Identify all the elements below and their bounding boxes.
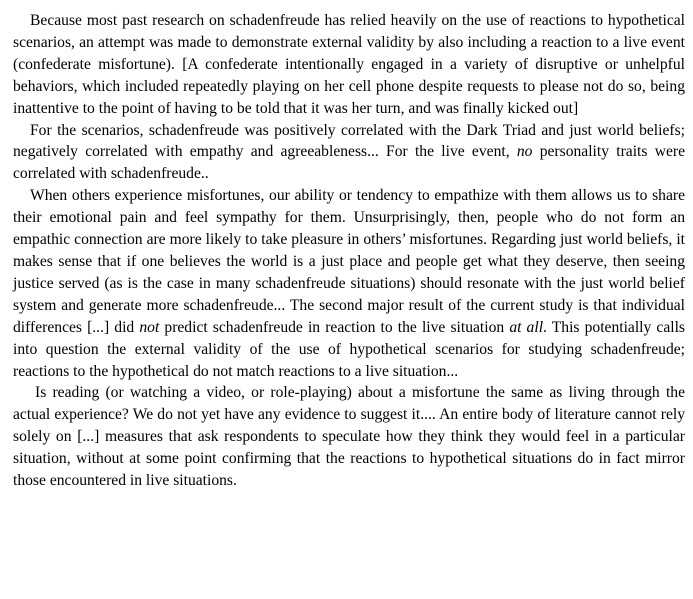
paragraph-1-text: Because most past research on schadenfreude has relied heavily on the use of reactions to hypothetical scenarios, an attempt was made to demonstrate external validity by also including a reaction to a live event (confederate misfortune). [A confederate intentionally engaged in a variety of disruptive or unhelpful behaviors, which included repeatedly playing on her cell phone despite requests to please not do so, being inattentive to the point of having to be told that it was her turn, and was finally kicked out] [13,12,685,117]
emphasis-not: not [139,318,160,336]
emphasis-no: no [516,143,533,161]
paragraph-1 [13,10,685,120]
paragraph-3-text-b: predict schadenfreude in reaction to the live situation [159,318,510,336]
paragraph-4 [13,382,685,492]
paragraph-4-text: Is reading (or watching a video, or role-playing) about a misfortune the same as living through the actual experience? We do not yet have any evidence to suggest it.... An entire body of literature cannot rely solely on [...] measures that ask respondents to speculate how they think they would feel in a particular situation, without at some point confirming that the reactions to hypothetical situations do in fact mirror those encountered in live situations. [13,384,685,490]
paragraph-3-text-a: When others experience misfortunes, our ability or tendency to empathize with them allows us to share their emotional pain and feel sympathy for them. Unsurprisingly, then, people who do not form an empathic connection are more likely to take pleasure in others’ misfortunes. Regarding just world beliefs, it makes sense that if one believes the world is a just place and people get what they deserve, then seeing justice served (as is the case in many schadenfreude situations) should resonate with the just world belief system and generate more schadenfreude... The second major result of the current study is that individual differences [...] did [13,187,685,336]
paragraph-2-text-b: personality traits were correlated with schadenfreude.. [13,143,685,183]
document-body [13,10,685,492]
paragraph-2-text-a: For the scenarios, schadenfreude was positively correlated with the Dark Triad and just world beliefs; negatively correlated with empathy and agreeableness... For the live event, [13,121,685,161]
paragraph-3-text-c: . This potentially calls into question the external validity of the use of hypothetical scenarios for studying schadenfreude; reactions to the hypothetical do not match reactions to a live situation... [13,318,685,380]
paragraph-2 [13,120,685,186]
emphasis-at-all: at all [509,318,544,336]
paragraph-3 [13,185,685,382]
